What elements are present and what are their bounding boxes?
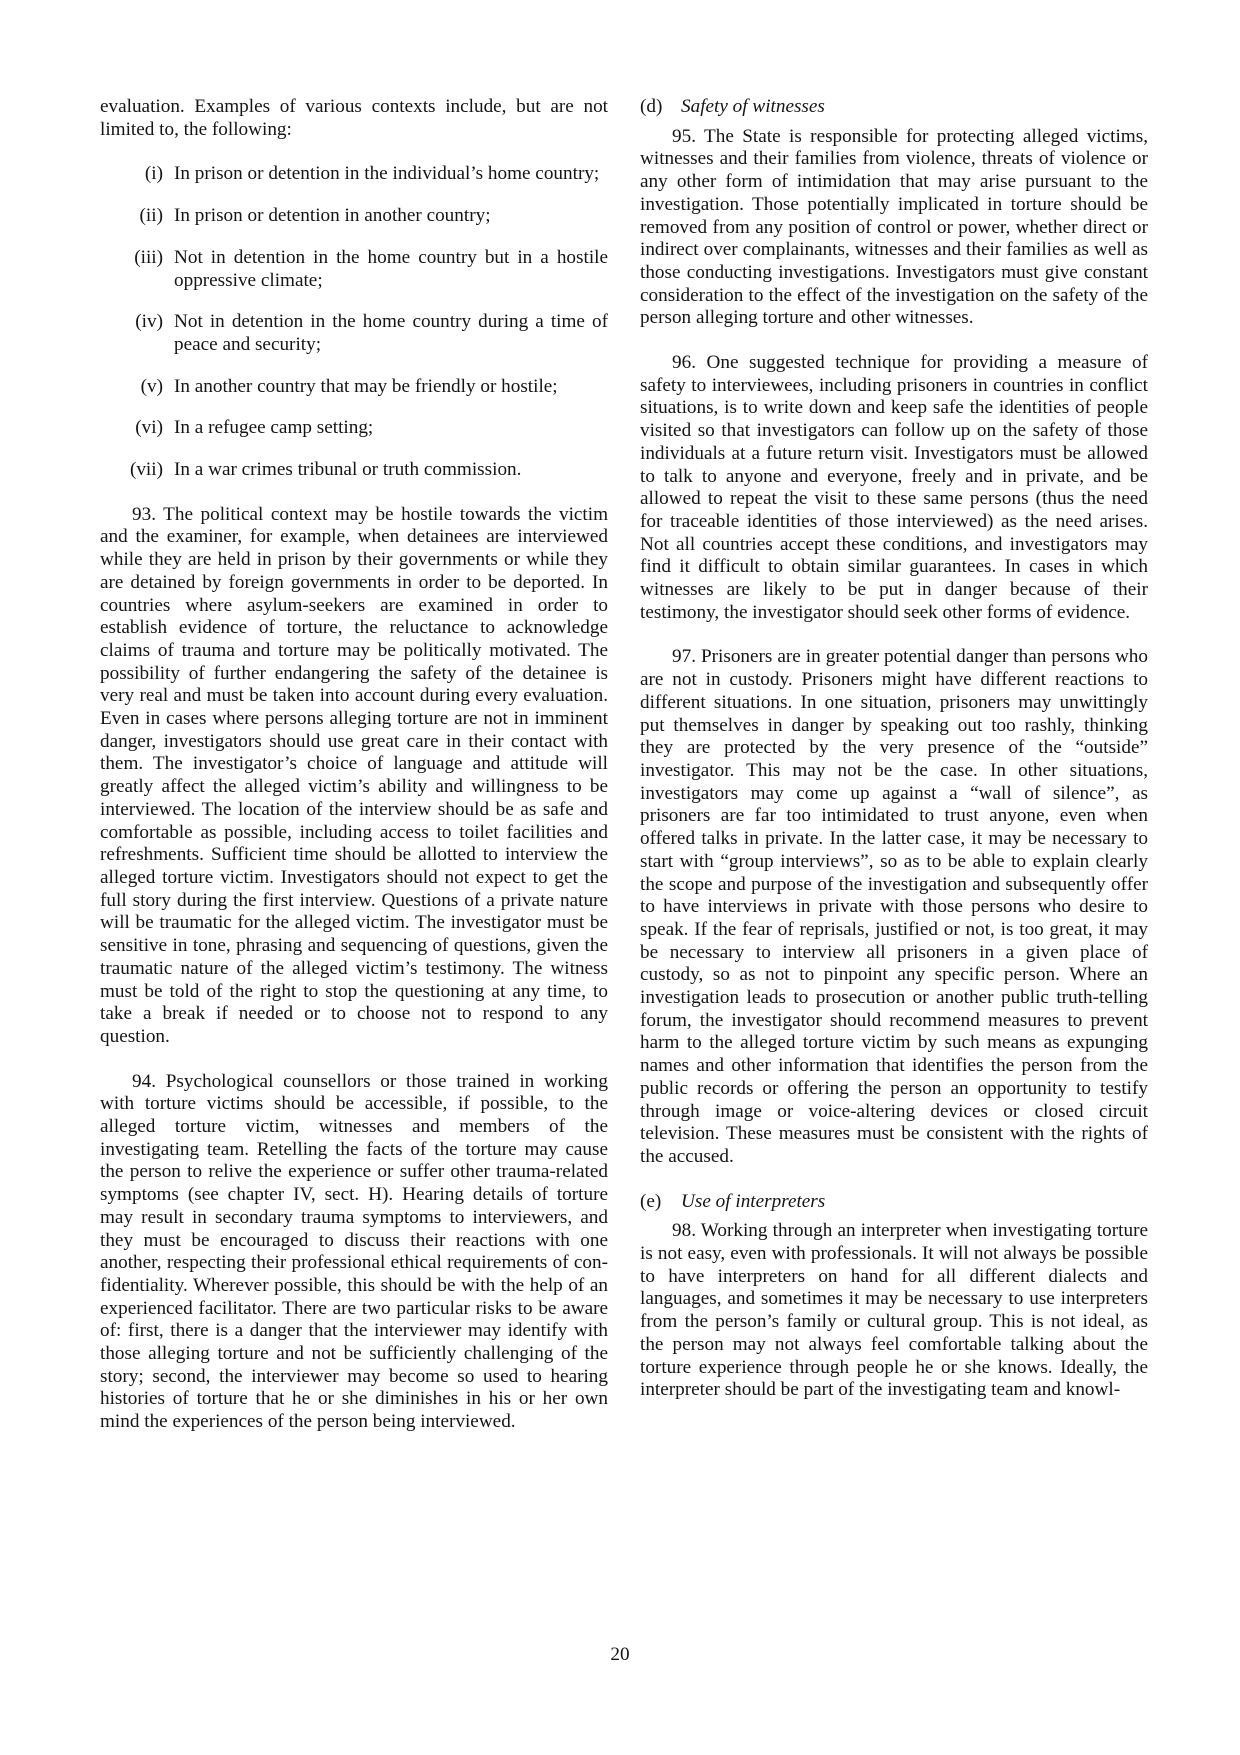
paragraph-96: 96. One suggested technique for providing a measure of safety to interviewees, including prisoners in countries in conflict situations, is to write down and keep safe the identities of people visited so that investigators can follow up on the safety of those individuals at a future return visit. Investigators must be allowed to talk to anyone and everyone, freely and in private, and be allowed to repeat the visit to these same persons (thus the need for traceable identities of those interviewed) as the need arises. Not all countries accept these conditions, and investigators may find it difficult to obtain similar guarantees. In cases in which witnesses are likely to be put in danger because of their testimony, the investigator should seek other forms of evidence. — [640, 352, 1148, 623]
section-heading-e — [640, 1191, 1148, 1214]
contexts-list — [100, 163, 608, 481]
paragraph-98: 98. Working through an interpreter when investigating torture is not easy, even with professionals. It will not always be possible to have interpreters on hand for all different dialects and languages, and sometimes it may be necessary to use interpreters from the person’s family or cultural group. This is not ideal, as the person may not always feel comfortable talking about the torture experience through people he or she knows. Ideally, the interpreter should be part of the investigating team and knowl- — [640, 1220, 1148, 1401]
list-item-text: Not in detention in the home country but in a hostile oppressive climate; — [174, 246, 608, 291]
paragraph-97: 97. Prisoners are in greater potential danger than persons who are not in custody. Prisoners might have different reactions to different situations. In one situation, prisoners may unwittingly put themselves in danger by speaking out too rashly, thinking they are protected by the very presence of the “outside” investigator. This may not be the case. In other situations, investigators may come up against a “wall of silence”, as prisoners are far too intimidated to trust anyone, even when offered talks in private. In the latter case, it may be necessary to start with “group interviews”, so as to be able to explain clearly the scope and purpose of the investigation and subsequently offer to have interviews in private with those persons who desire to speak. If the fear of reprisals, justified or not, is too great, it may be necessary to interview all prisoners in a given place of custody, so as not to pinpoint any specific person. Where an investigation leads to prosecution or another public truth-telling forum, the investigator should recommend measures to prevent harm to the alleged torture victim by such means as expunging names and other information that identifies the person from the public records or offering the person an opportunity to testify through image or voice-altering devices or closed circuit television. These measures must be consistent with the rights of the accused. — [640, 646, 1148, 1167]
list-item-text: In prison or detention in another country; — [174, 205, 491, 227]
section-letter: (d) — [640, 96, 663, 117]
section-heading-d — [640, 96, 1148, 119]
section-letter: (e) — [640, 1190, 662, 1212]
list-item-text: In a refugee camp setting; — [174, 417, 374, 439]
section-title: Safety of witnesses — [681, 96, 825, 117]
list-item-number: (vii) — [129, 459, 163, 481]
list-item — [100, 247, 608, 292]
section-title: Use of interpreters — [681, 1190, 826, 1212]
paragraph-94: 94. Psychological counsellors or those trained in working with torture victims should be accessible, if possible, to the alleged torture victim, witnesses and members of the investigating team. Retelling the facts of the torture may cause the person to relive the experience or suffer other trauma-related symptoms (see chapter IV, sect. H). Hearing details of torture may result in secondary trauma symptoms to interviewers, and they must be encouraged to discuss their reactions with one another, respecting their professional ethical requirements of confidentiality. Wherever possible, this should be with the help of an experienced facilitator. There are two particular risks to be aware of: first, there is a danger that the interviewer may identify with those alleging torture and not be sufficiently challenging of the story; second, the interviewer may become so used to hearing histories of torture that he or she diminishes in his or her own mind the experiences of the person being interviewed. — [100, 1070, 608, 1433]
list-item-number: (iii) — [134, 246, 163, 268]
list-item-text: In a war crimes tribunal or truth commission. — [174, 459, 522, 481]
page-number: 20 — [610, 1644, 630, 1665]
list-item-number: (ii) — [139, 205, 163, 227]
paragraph-93: 93. The political context may be hostile towards the victim and the examiner, for example, when detainees are interviewed while they are held in prison by their governments or while they are detained by foreign governments in order to be deported. In countries where asylum-seekers are examined in order to establish evidence of torture, the reluctance to acknowledge claims of trauma and torture may be politically motivated. The possibility of further endangering the safety of the detainee is very real and must be taken into account during every evaluation. Even in cases where persons alleging torture are not in imminent danger, investigators should use great care in their contact with them. The investigator’s choice of language and attitude will greatly affect the alleged victim’s ability and willingness to be interviewed. The location of the interview should be as safe and comfortable as possible, including access to toilet facilities and refreshments. Sufficient time should be allotted to interview the alleged torture victim. Investigators should not expect to get the full story during the first interview. Questions of a private nature will be traumatic for the alleged victim. The investigator must be sensitive in tone, phrasing and sequencing of questions, given the traumatic nature of the alleged victim’s testimony. The witness must be told of the right to stop the questioning at any time, to take a break if needed or to choose not to respond to any question. — [100, 503, 608, 1047]
list-item-text: In prison or detention in the individual’s home country; — [174, 163, 600, 185]
list-item — [100, 205, 608, 228]
paragraph-95: 95. The State is responsible for protecting alleged victims, witnesses and their families from violence, threats of violence or any other form of intimidation that may arise pursuant to the investigation. Those potentially implicated in torture should be removed from any position of control or power, whether direct or indirect over complainants, witnesses and their families as well as those conducting investigations. Investigators must give constant consideration to the effect of the investigation on the safety of the person alleging torture and other witnesses. — [640, 125, 1148, 329]
intro-text: evaluation. Examples of various contexts include, but are not limited to, the following: — [100, 96, 608, 140]
list-item — [100, 311, 608, 356]
list-item-number: (iv) — [135, 311, 163, 333]
list-item-number: (vi) — [135, 417, 163, 439]
list-item — [100, 417, 608, 440]
list-item-text: In another country that may be friendly or hostile; — [174, 375, 558, 397]
list-item-number: (i) — [144, 163, 163, 185]
list-item-number: (v) — [140, 375, 163, 397]
left-column — [100, 96, 608, 1456]
list-item — [100, 459, 608, 482]
list-item — [100, 376, 608, 399]
list-item-text: Not in detention in the home country during a time of peace and security; — [174, 311, 608, 355]
list-item — [100, 163, 608, 186]
right-column — [640, 96, 1148, 1424]
